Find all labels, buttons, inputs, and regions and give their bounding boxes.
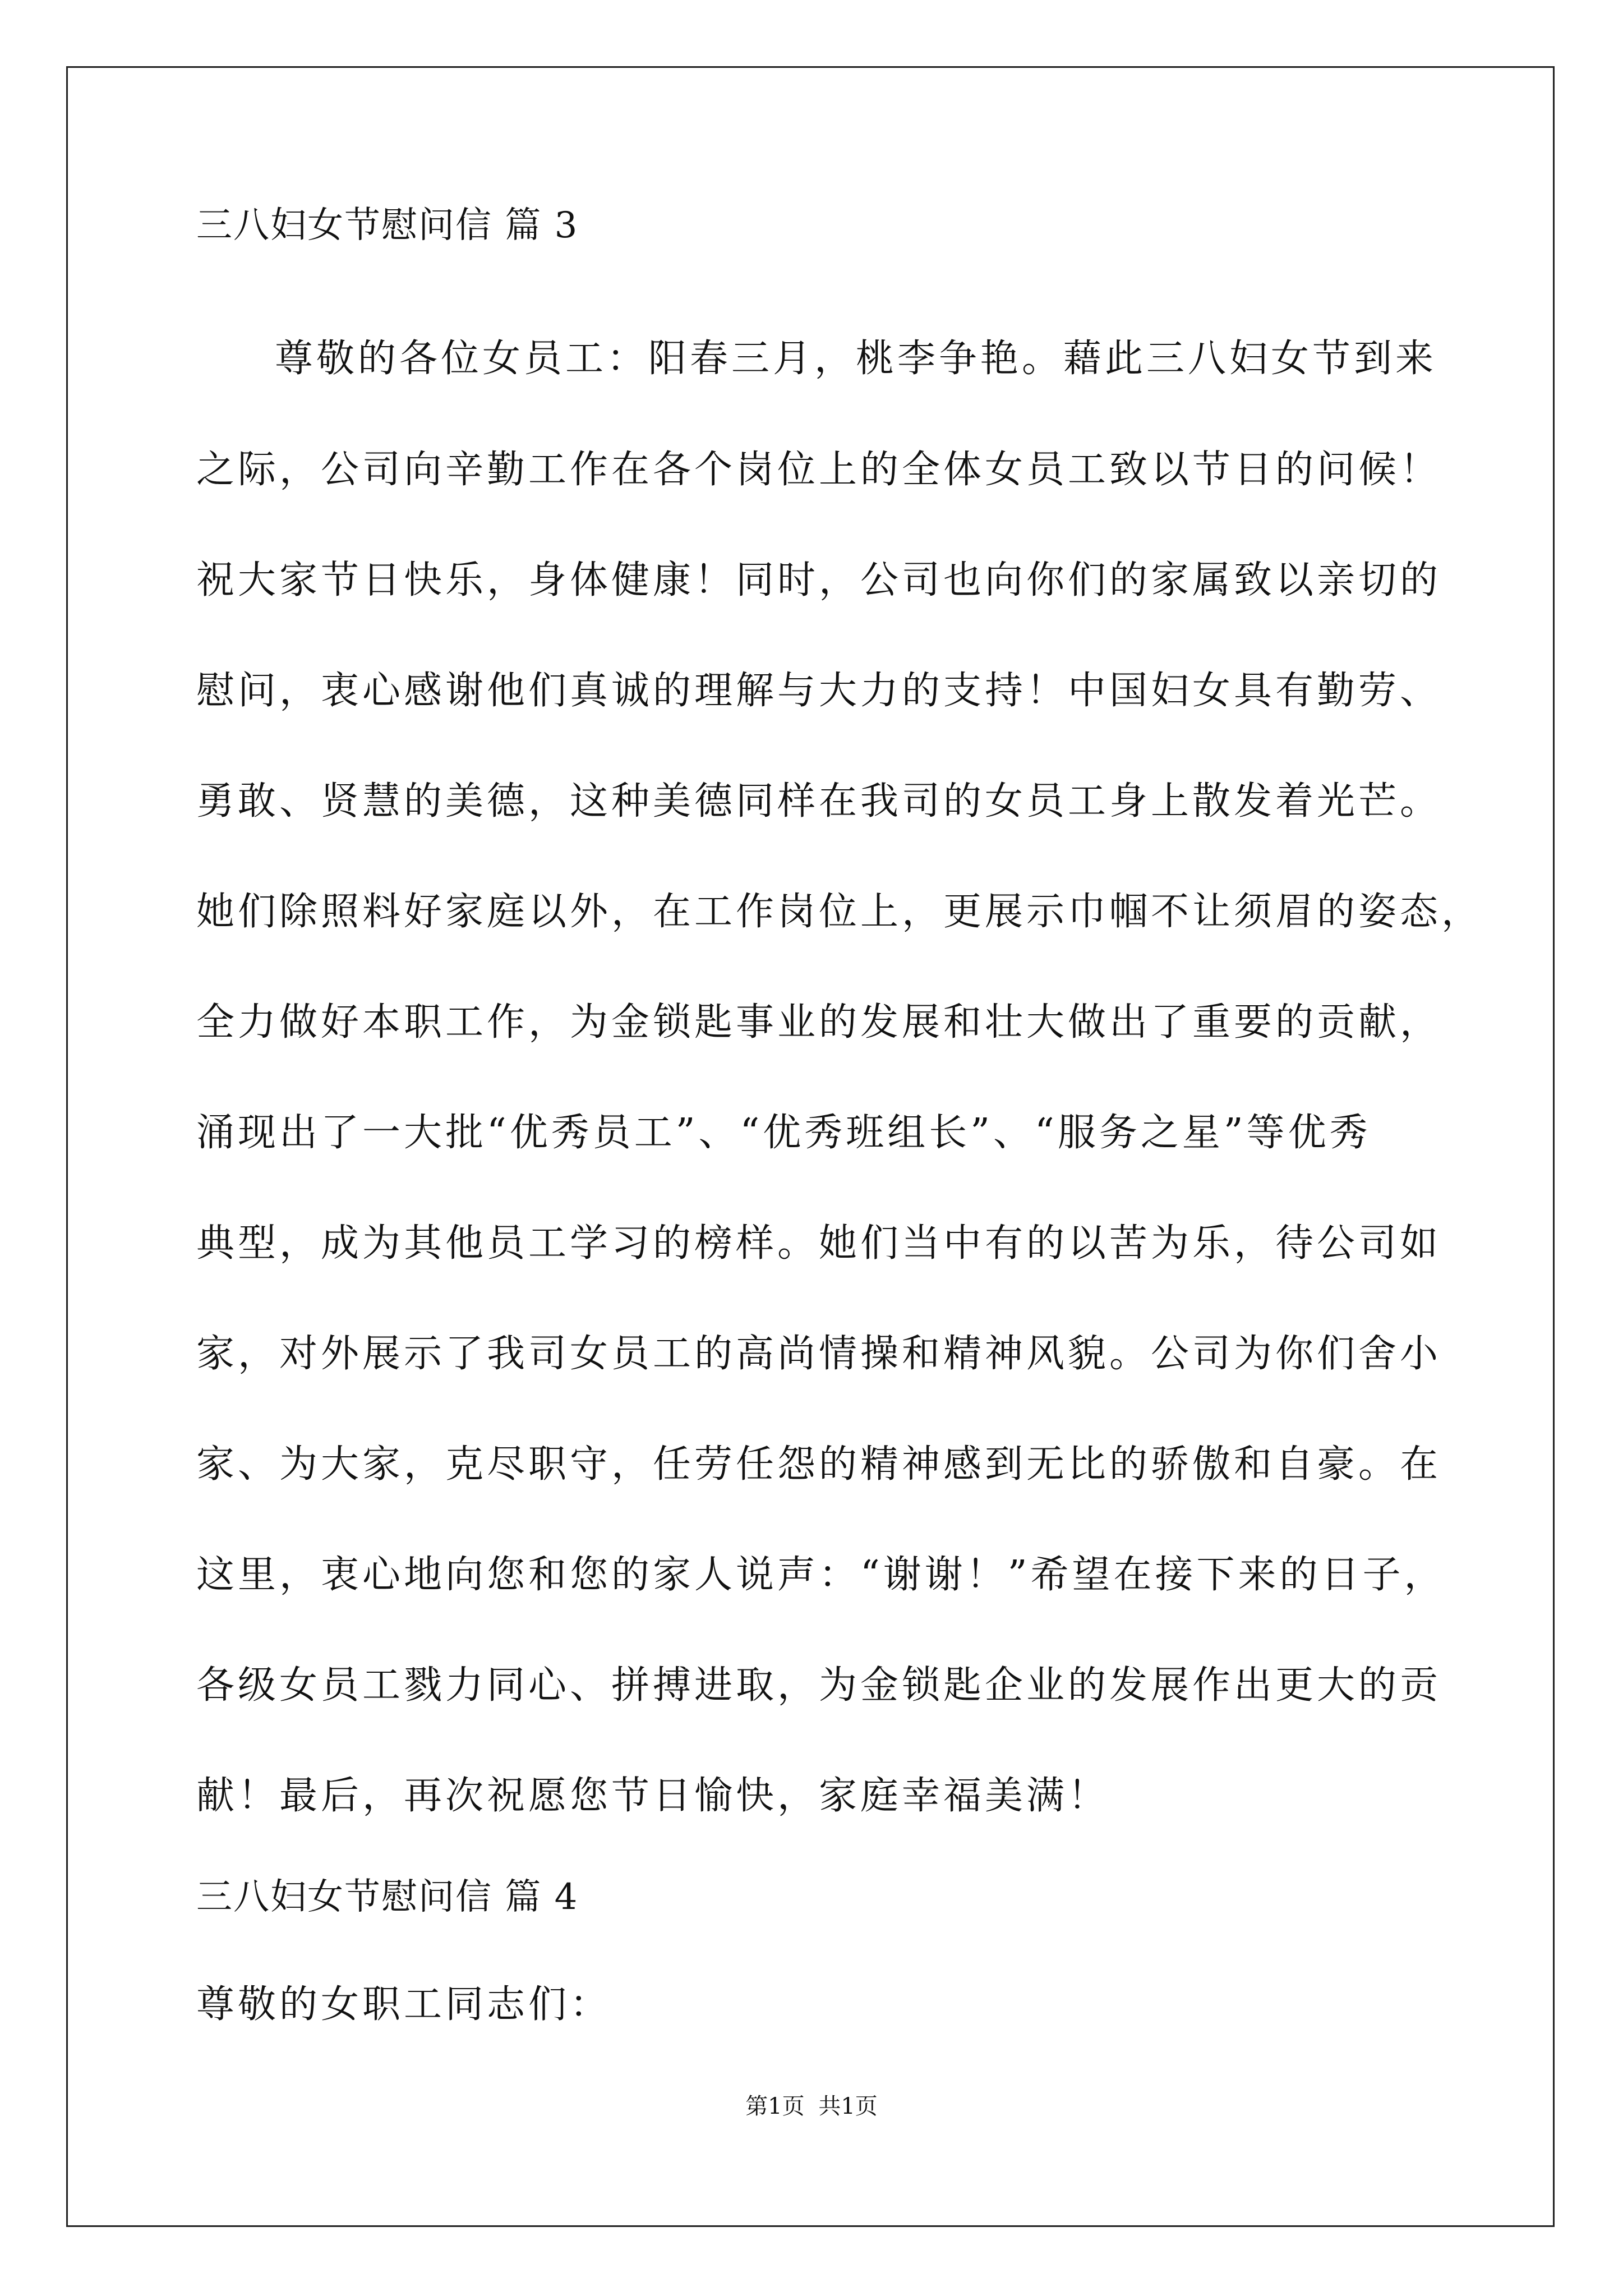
section-3-line: 尊敬的各位女员工：阳春三月，桃李争艳。藉此三八妇女节到来 [275, 337, 1437, 381]
section-3-line: 献！最后，再次祝愿您节日愉快，家庭幸福美满！ [196, 1774, 1110, 1818]
section-3-heading: 三八妇女节慰问信 篇 3 [196, 205, 579, 246]
section-3-line: 家，对外展示了我司女员工的高尚情操和精神风貌。公司为你们舍小 [196, 1332, 1442, 1376]
section-3-line: 家、为大家，克尽职守，任劳任怨的精神感到无比的骄傲和自豪。在 [196, 1442, 1442, 1487]
page-total: 共1页 [818, 2093, 878, 2119]
section-3-line: 涌现出了一大批“优秀员工”、“优秀班组长”、“服务之星”等优秀 [196, 1111, 1371, 1155]
section-3-line: 这里，衷心地向您和您的家人说声：“谢谢！”希望在接下来的日子， [196, 1553, 1446, 1597]
section-3-line: 她们除照料好家庭以外，在工作岗位上，更展示巾帼不让须眉的姿态， [196, 890, 1483, 934]
section-3-line: 慰问，衷心感谢他们真诚的理解与大力的支持！中国妇女具有勤劳、 [196, 669, 1442, 713]
section-3-line: 勇敢、贤慧的美德，这种美德同样在我司的女员工身上散发着光芒。 [196, 779, 1442, 823]
section-3-line: 典型，成为其他员工学习的榜样。她们当中有的以苦为乐，待公司如 [196, 1221, 1442, 1266]
page-footer [0, 2095, 1623, 2118]
section-3-line: 全力做好本职工作，为金锁匙事业的发展和壮大做出了重要的贡献， [196, 1000, 1442, 1045]
page-number: 第1页 [745, 2093, 805, 2119]
section-4-heading: 三八妇女节慰问信 篇 4 [196, 1876, 579, 1918]
section-3-line: 之际，公司向辛勤工作在各个岗位上的全体女员工致以节日的问候！ [196, 448, 1442, 492]
section-4-greeting: 尊敬的女职工同志们： [196, 1982, 612, 2027]
section-3-line: 各级女员工戮力同心、拼搏进取，为金锁匙企业的发展作出更大的贡 [196, 1663, 1442, 1708]
section-3-line: 祝大家节日快乐，身体健康！同时，公司也向你们的家属致以亲切的 [196, 558, 1442, 602]
